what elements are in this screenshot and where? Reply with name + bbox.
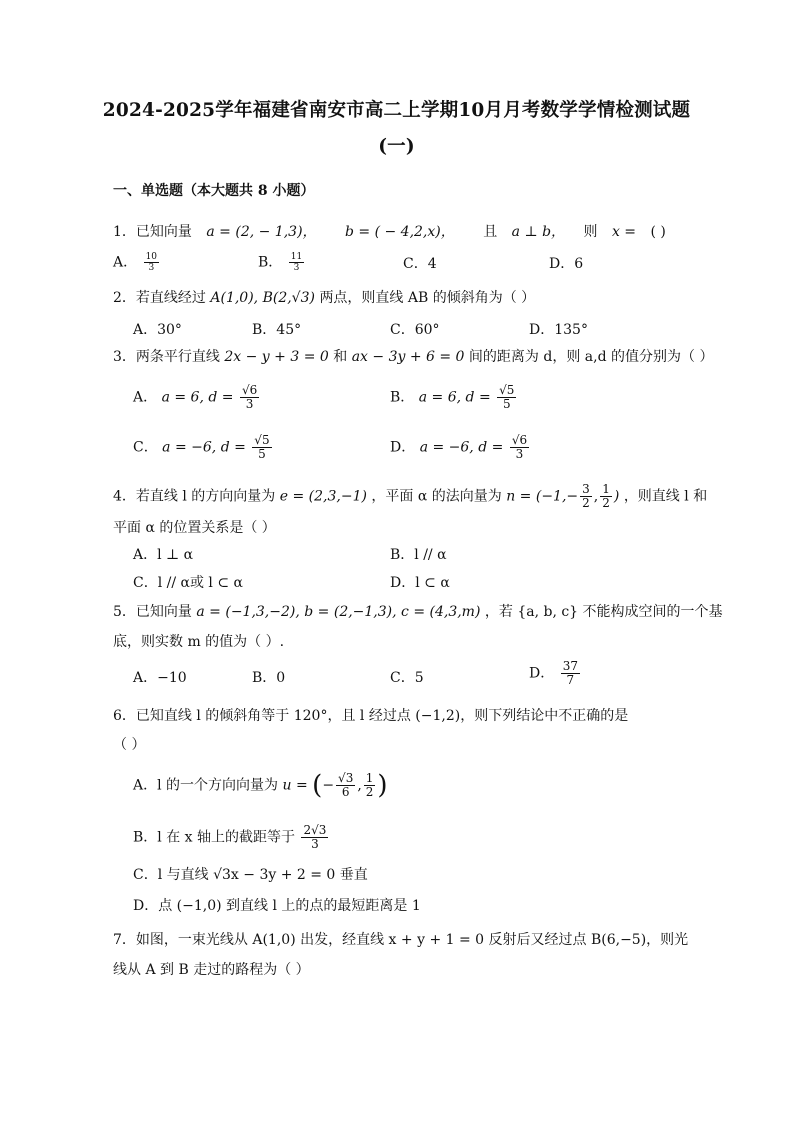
q2-option-a[interactable]: A．30° — [133, 322, 182, 338]
question-7: 7．如图，一束光线从 A(1,0) 出发，经直线 x + y + 1 = 0 反射后又经过点 B(6,−5)，则光 — [113, 932, 689, 948]
fraction: $\frac{3}{2}$ — [582, 482, 590, 510]
question-1 — [113, 222, 666, 242]
q3-line2: ax − 3y + 6 = 0 — [351, 349, 465, 365]
option-label: A． — [113, 254, 138, 271]
option-label: D． — [390, 439, 416, 456]
q1-perpendicular: a ⊥ b， — [511, 224, 566, 240]
q6-option-a[interactable]: A．l 的一个方向向量为 u = (− $\frac{√3}{6}$ , $\frac{1}{2}$ ) — [133, 770, 388, 801]
fraction: $\frac{√6}{3}$ — [511, 433, 528, 461]
q5-option-d[interactable] — [529, 660, 582, 687]
q1-option-c[interactable]: C．4 — [403, 256, 437, 272]
fraction: $\frac{√5}{5}$ — [254, 433, 270, 461]
q5-stem: 5．已知向量 — [113, 604, 192, 620]
q4-line2: 平面 α 的位置关系是（ ） — [113, 520, 276, 536]
q3-option-c[interactable] — [133, 434, 274, 461]
question-6: 6．已知直线 l 的倾斜角等于 120°，且 l 经过点 (−1,2)，则下列结论中不正确的是 — [113, 708, 629, 724]
q3-stem: 3．两条平行直线 — [113, 349, 220, 365]
q1-option-b[interactable] — [258, 252, 306, 273]
option-text: A．l 的一个方向向量为 — [133, 777, 279, 794]
q7-line2: 线从 A 到 B 走过的路程为（ ） — [113, 962, 310, 978]
fraction: $\frac{1}{2}$ — [602, 482, 610, 510]
q3-option-b[interactable] — [390, 384, 518, 411]
question-4: 4．若直线 l 的方向向量为 e = (2,3,−1) ，平面 α 的法向量为 n = (−1,− $\frac{3}{2}$ , $\frac{1}{2}$ ) ，则直线 l 和 — [113, 482, 708, 510]
q4-stem: 4．若直线 l 的方向向量为 — [113, 488, 276, 505]
equation: a = −6, d = — [162, 439, 246, 456]
fraction: $\frac{2√3}{3}$ — [303, 823, 327, 851]
question-5 — [113, 602, 723, 622]
fraction: $\frac{37}{7}$ — [562, 659, 578, 687]
option-label: C． — [133, 439, 158, 456]
q6-option-b[interactable] — [133, 824, 330, 851]
q2-stem: 2．若直线经过 — [113, 290, 206, 306]
q6-direction-vector: u = — [282, 777, 308, 794]
q6-answer-paren: （ ） — [113, 737, 146, 753]
equation: a = 6, d = — [161, 389, 234, 406]
q2-option-b[interactable]: B．45° — [252, 322, 302, 338]
q4-option-b[interactable]: B．l // α — [390, 547, 447, 563]
q1-vector-a: a = (2, − 1,3)， — [206, 224, 317, 240]
q4-normal-vector-end: ) — [613, 488, 620, 505]
q1-option-a[interactable] — [113, 252, 161, 273]
page-subtitle: (一) — [378, 136, 415, 157]
option-label: B． — [258, 254, 283, 271]
fraction: $\frac{√6}{3}$ — [241, 383, 258, 411]
q3-option-a[interactable] — [133, 384, 261, 411]
q3-rest: 间的距离为 d，则 a,d 的值分别为（ ） — [468, 349, 714, 365]
q2-rest: 两点，则直线 AB 的倾斜角为（ ） — [319, 290, 536, 306]
q3-line1: 2x − y + 3 = 0 — [224, 349, 329, 365]
q1-vector-b: b = ( − 4,2,x)， — [344, 224, 455, 240]
fraction: $\frac{11}{3}$ — [290, 252, 303, 273]
option-label: B． — [390, 389, 415, 406]
fraction: $\frac{1}{2}$ — [365, 771, 374, 799]
q1-option-d[interactable]: D．6 — [549, 256, 584, 272]
q6-option-c[interactable]: C．l 与直线 √3x − 3y + 2 = 0 垂直 — [133, 867, 368, 883]
q1-then: 则 — [583, 224, 598, 240]
option-text: B．l 在 x 轴上的截距等于 — [133, 829, 296, 846]
q4-normal-vector: n = (−1,− — [506, 488, 579, 505]
equation: a = −6, d = — [419, 439, 504, 456]
q4-option-c[interactable]: C．l // α或 l ⊂ α — [133, 575, 243, 591]
q4-direction-vector: e = (2,3,−1) — [279, 488, 367, 505]
q4-option-a[interactable]: A．l ⊥ α — [133, 547, 194, 563]
page-title: 2024-2025学年福建省南安市高二上学期10月月考数学学情检测试题 — [102, 100, 691, 121]
section-heading: 一、单选题（本大题共 8 小题） — [113, 183, 315, 199]
q5-option-b[interactable]: B．0 — [252, 670, 286, 686]
q4-mid: ，平面 α 的法向量为 — [371, 488, 502, 505]
q6-option-d[interactable]: D．点 (−1,0) 到直线 l 上的点的最短距离是 1 — [133, 898, 421, 914]
q2-option-d[interactable]: D．135° — [529, 322, 588, 338]
fraction: $\frac{10}{3}$ — [145, 252, 158, 273]
q2-points: A(1,0), B(2,√3) — [210, 290, 315, 306]
fraction: $\frac{√3}{6}$ — [338, 771, 354, 799]
question-2 — [113, 288, 535, 308]
equation: a = 6, d = — [418, 389, 491, 406]
q2-option-c[interactable]: C．60° — [390, 322, 440, 338]
q1-condition: 且 — [483, 224, 498, 240]
q5-line2: 底，则实数 m 的值为（ ）. — [113, 634, 285, 650]
option-label: D． — [529, 665, 555, 682]
q1-stem: 1．已知向量 — [113, 224, 192, 240]
q5-rest: ，若 {a, b, c} 不能构成空间的一个基 — [484, 604, 723, 620]
q5-vectors: a = (−1,3,−2), b = (2,−1,3), c = (4,3,m) — [196, 604, 481, 620]
q1-ask: x = — [611, 224, 637, 240]
q1-answer-paren: ( ) — [650, 224, 666, 240]
option-label: A． — [133, 389, 158, 406]
q4-rest: ，则直线 l 和 — [623, 488, 708, 505]
q3-option-d[interactable] — [390, 434, 531, 461]
q5-option-c[interactable]: C．5 — [390, 670, 424, 686]
question-3 — [113, 347, 713, 367]
q5-option-a[interactable]: A．−10 — [133, 670, 187, 686]
q4-option-d[interactable]: D．l ⊂ α — [390, 575, 450, 591]
q3-and: 和 — [333, 349, 348, 365]
fraction: $\frac{√5}{5}$ — [499, 383, 515, 411]
